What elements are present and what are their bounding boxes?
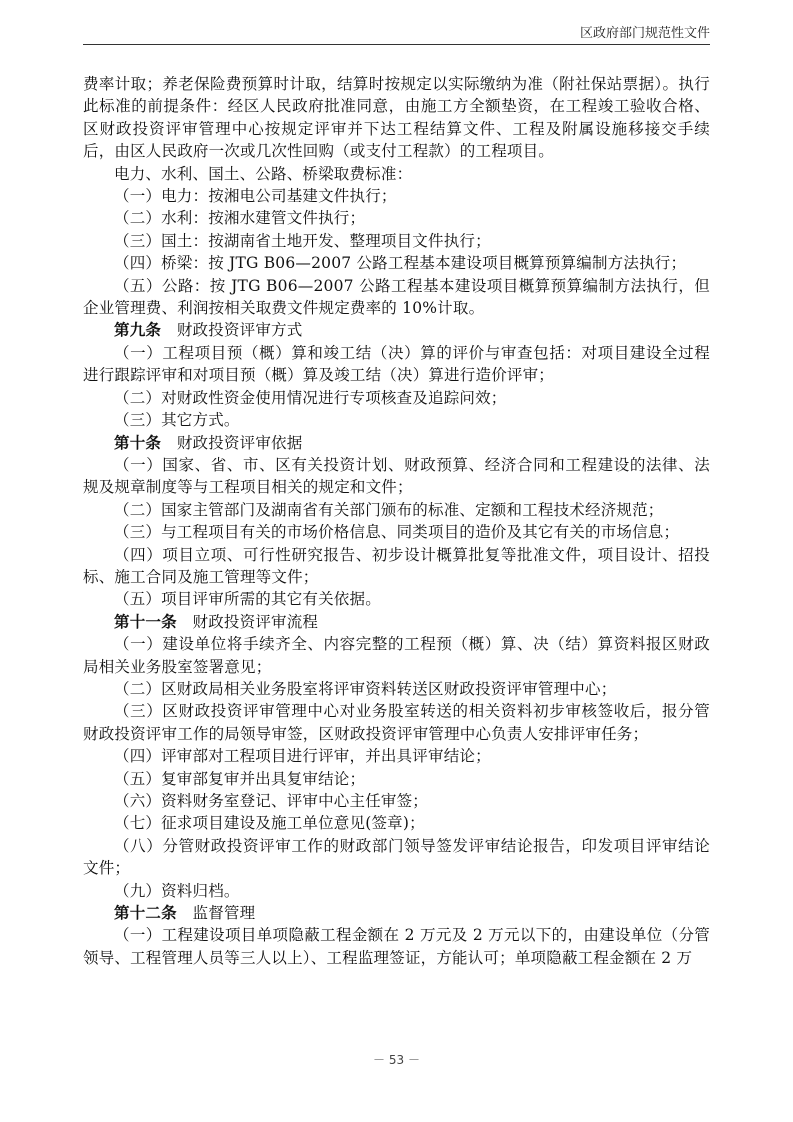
list-item: （五）项目评审所需的其它有关依据。 <box>114 590 381 609</box>
article-heading <box>83 432 710 454</box>
list-item: （三）与工程项目有关的市场价格信息、同类项目的造价及其它有关的市场信息； <box>114 523 680 542</box>
paragraph: 费率计取；养老保险费预算时计取，结算时按规定以实际缴纳为准（附社保站票据）。执行此标准的前提条件：经区人民政府批准同意，由施工方全额垫资，在工程竣工验收合格、区财政投资评审管理中心按规定评审并下达工程结算文件、工程及附属设施移接交手续后，由区人民政府一次或几次性回购（或支付工程款）的工程项目。 <box>83 75 710 161</box>
list-item: （一）国家、省、市、区有关投资计划、财政预算、经济合同和工程建设的法律、法规及规章制度等与工程项目相关的规定和文件； <box>83 455 710 497</box>
article-title: 财政投资评审依据 <box>176 433 303 452</box>
list-item: （六）资料财务室登记、评审中心主任审签； <box>114 792 429 810</box>
paragraph: （三）国土：按湖南省土地开发、整理项目文件执行； <box>114 231 491 250</box>
article-title: 监督管理 <box>192 904 256 923</box>
paragraph: （一）电力：按湘电公司基建文件执行； <box>114 187 397 206</box>
paragraph: （五）公路：按 JTG B06—2007 公路工程基本建设项目概算预算编制方法执行，但企业管理费、利润按相关取费文件规定费率的 10%计取。 <box>83 276 710 318</box>
page-header <box>83 18 710 45</box>
list-item: （一）工程项目预（概）算和竣工结（决）算的评价与审查包括：对项目建设全过程进行跟踪评审和对项目预（概）算及竣工结（决）算进行造价评审； <box>83 343 710 385</box>
document-body <box>83 73 710 969</box>
article-number: 第十一条 <box>114 611 177 631</box>
paragraph: （二）水利：按湘水建管文件执行； <box>114 209 366 228</box>
article-heading <box>83 611 710 633</box>
paragraph: 电力、水利、国土、公路、桥梁取费标准： <box>114 164 413 183</box>
page-number: － 53 － <box>373 1053 420 1067</box>
article-heading <box>83 319 710 341</box>
list-item: （一）建设单位将手续齐全、内容完整的工程预（概）算、决（结）算资料报区财政局相关业务股室签署意见； <box>83 635 710 676</box>
article-title: 财政投资评审流程 <box>192 612 319 631</box>
list-item: （二）区财政局相关业务股室将评审资料转送区财政投资评审管理中心； <box>114 679 617 698</box>
article-heading <box>83 902 710 924</box>
list-item: （二）对财政性资金使用情况进行专项核查及追踪问效； <box>114 388 507 407</box>
list-item: （三）其它方式。 <box>114 411 240 430</box>
list-item: （九）资料归档。 <box>114 881 240 900</box>
list-item: （七）征求项目建设及施工单位意见(签章)； <box>114 814 425 833</box>
article-number: 第九条 <box>114 320 162 340</box>
article-number: 第十条 <box>114 432 162 452</box>
paragraph: （四）桥梁：按 JTG B06—2007 公路工程基本建设项目概算预算编制方法执行； <box>114 254 687 273</box>
list-item: （五）复审部复审并出具复审结论； <box>114 769 366 788</box>
list-item: （二）国家主管部门及湖南省有关部门颁布的标准、定额和工程技术经济规范； <box>114 500 664 519</box>
list-item: （八）分管财政投资评审工作的财政部门领导签发评审结论报告，印发项目评审结论文件； <box>83 836 710 878</box>
article-title: 财政投资评审方式 <box>176 321 303 340</box>
list-item: （四）项目立项、可行性研究报告、初步设计概算批复等批准文件，项目设计、招投标、施工合同及施工管理等文件； <box>83 545 710 586</box>
list-item: （三）区财政投资评审管理中心对业务股室转送的相关资料初步审核签收后，报分管财政投资评审工作的局领导审签，区财政投资评审管理中心负责人安排评审任务； <box>83 702 710 743</box>
list-item: （一）工程建设项目单项隐蔽工程金额在 2 万元及 2 万元以下的，由建设单位（分管领导、工程管理人员等三人以上）、工程监理签证，方能认可；单项隐蔽工程金额在 2 万 <box>83 926 710 967</box>
header-title: 区政府部门规范性文件 <box>579 26 710 41</box>
article-number: 第十二条 <box>114 903 177 923</box>
list-item: （四）评审部对工程项目进行评审，并出具评审结论； <box>114 747 491 766</box>
